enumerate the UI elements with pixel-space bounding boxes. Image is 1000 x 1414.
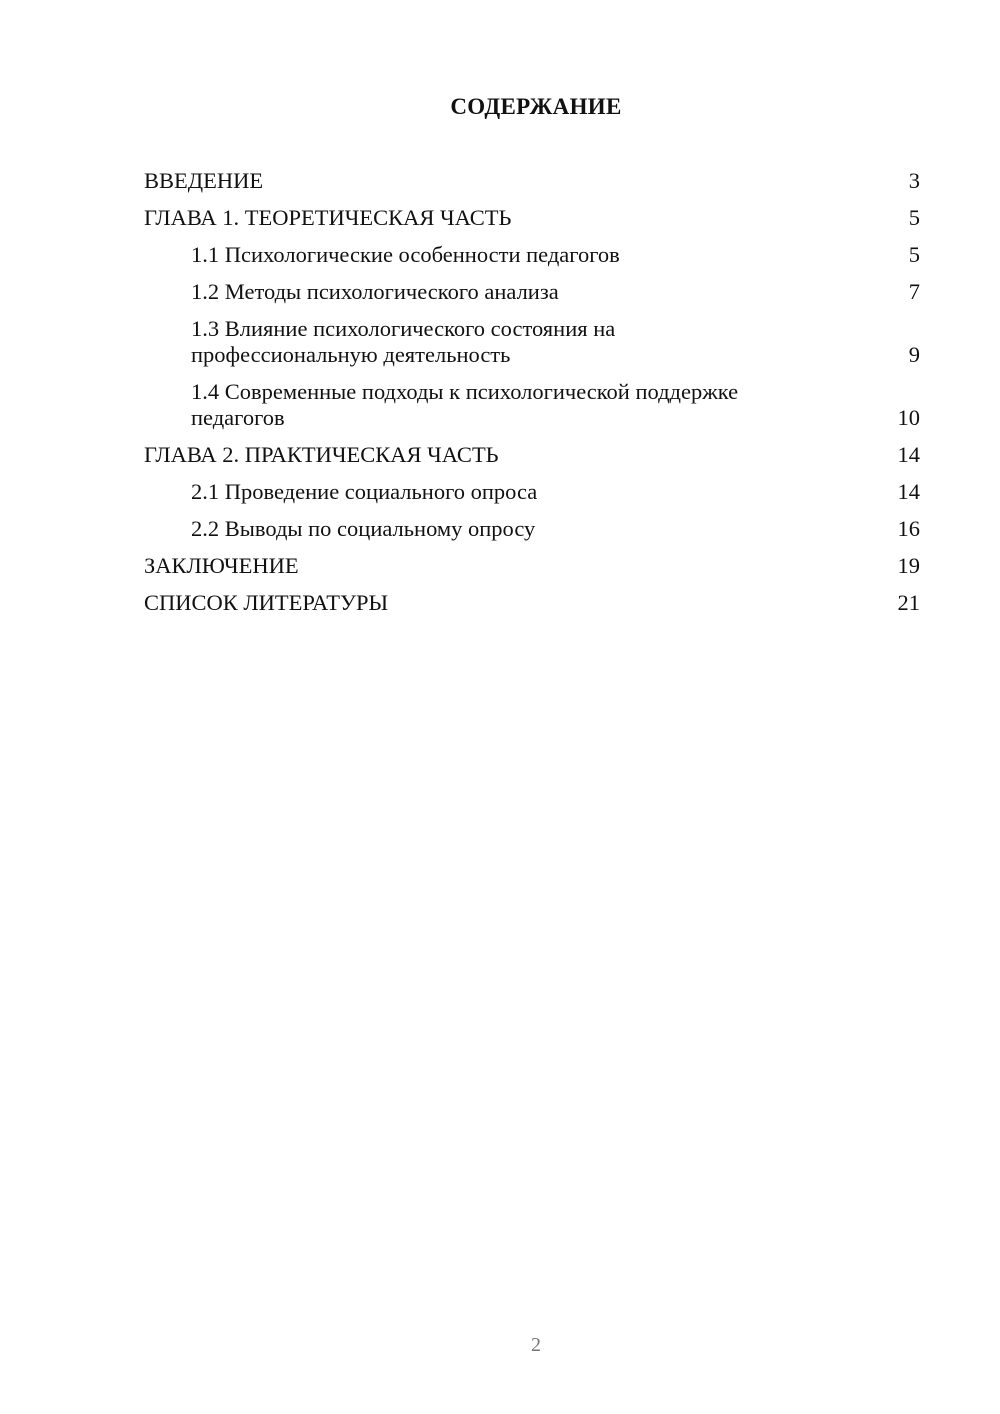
toc-entry-section-2-2[interactable] [144, 516, 920, 542]
toc-entry-page: 21 [897, 590, 920, 615]
toc-entry-label: 1.1 Психологические особенности педагогов [191, 242, 620, 267]
toc-entry-chapter-2[interactable] [144, 442, 920, 468]
toc-entry-page: 10 [897, 405, 920, 430]
toc-entry-page: 7 [908, 279, 920, 304]
toc-entry-section-1-2[interactable] [144, 279, 920, 305]
toc-entry-label: 1.3 Влияние психологического состояния на профессиональную деятельность [191, 316, 616, 367]
toc-entry-section-2-1[interactable] [144, 479, 920, 505]
toc-entry-section-1-1[interactable] [144, 242, 920, 268]
toc-entry-label: СПИСОК ЛИТЕРАТУРЫ [144, 590, 389, 615]
toc-entry-page: 16 [897, 516, 920, 541]
toc-entry-page: 9 [908, 342, 920, 367]
toc-entry-page: 14 [897, 442, 920, 467]
toc-entry-label: ВВЕДЕНИЕ [144, 168, 264, 193]
toc-entry-page: 5 [908, 242, 920, 267]
toc-entry-label: 1.4 Современные подходы к психологической поддержке педагогов [191, 379, 739, 430]
toc-entry-label: ГЛАВА 2. ПРАКТИЧЕСКАЯ ЧАСТЬ [144, 442, 499, 467]
toc-entry-page: 19 [897, 553, 920, 578]
toc-entry-section-1-4[interactable] [144, 379, 920, 431]
toc-entry-label: ГЛАВА 1. ТЕОРЕТИЧЕСКАЯ ЧАСТЬ [144, 205, 512, 230]
toc-entry-page: 3 [908, 168, 920, 193]
toc-entry-label: ЗАКЛЮЧЕНИЕ [144, 553, 299, 578]
toc-entry-label: 2.1 Проведение социального опроса [191, 479, 538, 504]
toc-entry-chapter-1[interactable] [144, 205, 920, 231]
toc-entry-page: 5 [908, 205, 920, 230]
toc-entry-introduction[interactable] [144, 168, 920, 194]
toc-entry-page: 14 [897, 479, 920, 504]
toc-entry-label: 1.2 Методы психологического анализа [191, 279, 559, 304]
page-title: СОДЕРЖАНИЕ [450, 94, 622, 119]
toc-entry-section-1-3[interactable] [144, 316, 920, 368]
toc-entry-conclusion[interactable] [144, 553, 920, 579]
toc-entry-label: 2.2 Выводы по социальному опросу [191, 516, 536, 541]
toc-entry-references[interactable] [144, 590, 920, 616]
page-number: 2 [531, 1334, 541, 1356]
table-of-contents [144, 168, 920, 627]
